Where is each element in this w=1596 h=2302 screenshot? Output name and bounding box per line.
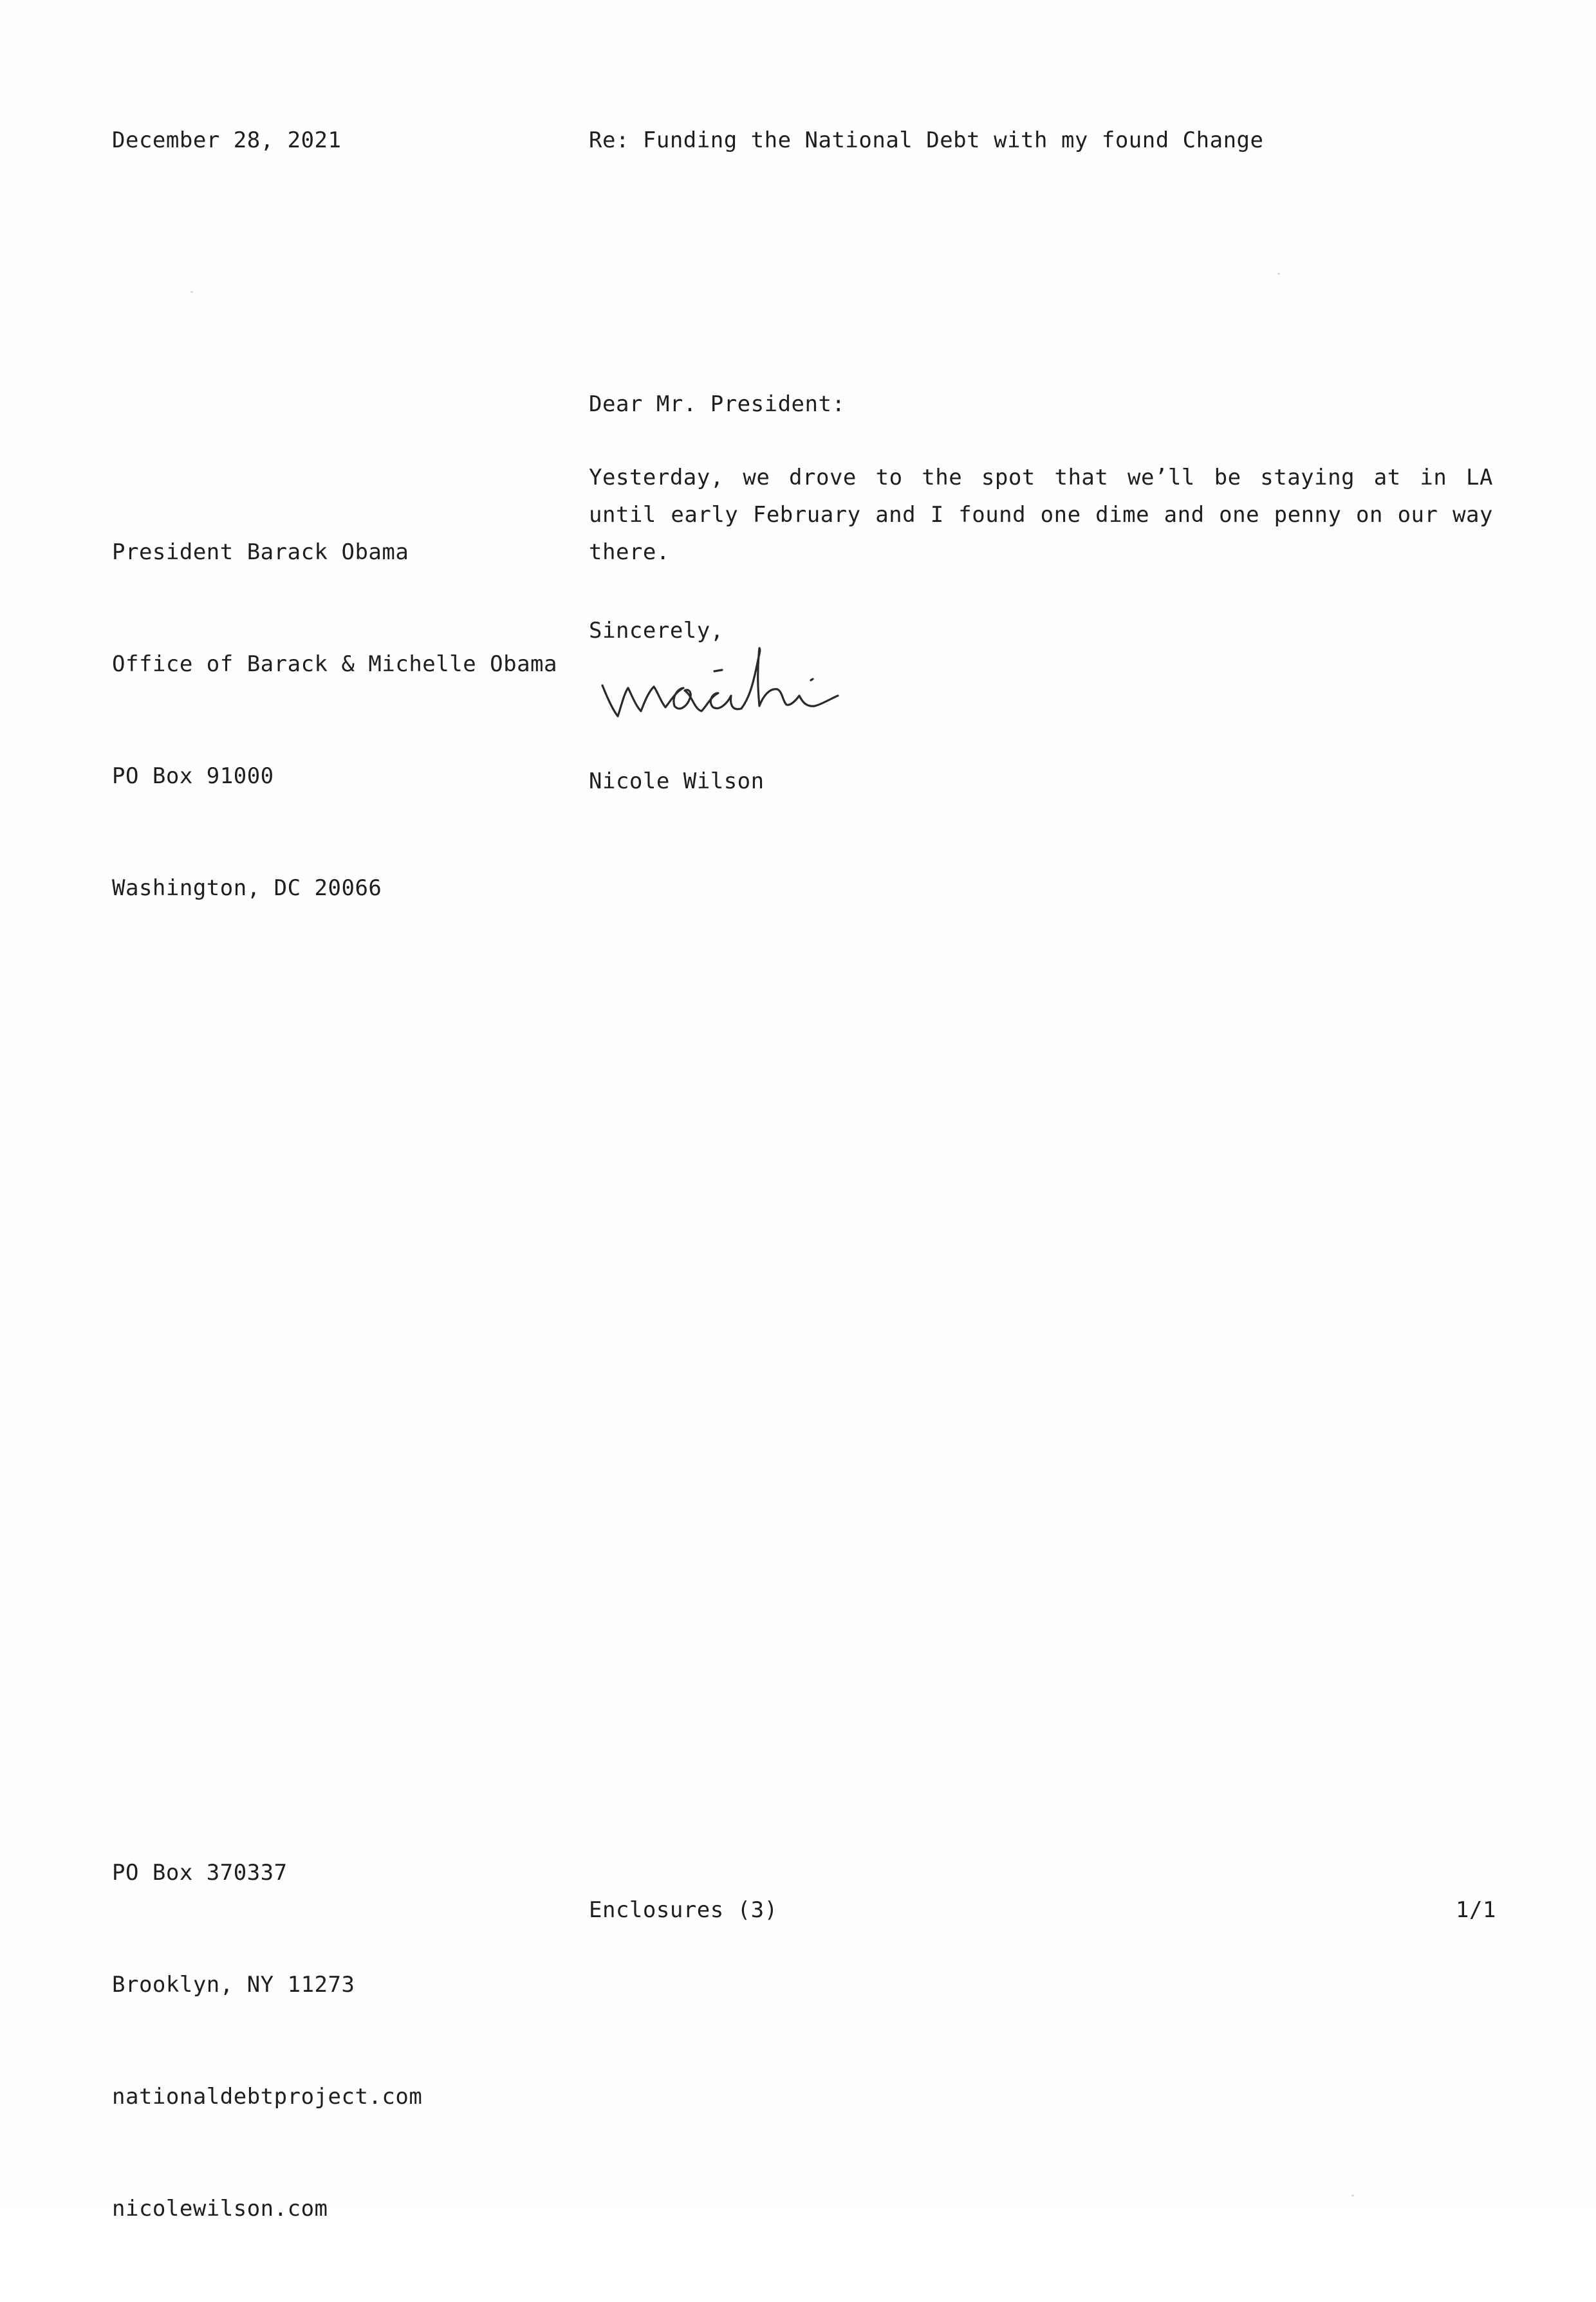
sender-footer-address [112, 1779, 422, 2302]
footer-line: nationaldebtproject.com [112, 2084, 423, 2110]
recipient-line: Office of Barack & Michelle Obama [112, 651, 558, 677]
scan-speck [190, 291, 193, 293]
recipient-line: President Barack Obama [112, 539, 409, 565]
enclosures-note: Enclosures (3) [589, 1897, 778, 1923]
footer-line: PO Box 370337 [112, 1860, 288, 1886]
recipient-line: PO Box 91000 [112, 763, 274, 789]
footer-line: nicolewilson.com [112, 2196, 328, 2222]
footer-line: Brooklyn, NY 11273 [112, 1972, 355, 1998]
recipient-line: Washington, DC 20066 [112, 875, 382, 901]
scan-speck [1277, 273, 1280, 275]
closing: Sincerely, [589, 618, 724, 644]
letter-body: Yesterday, we drove to the spot that we’ll be staying at in LA until early February and I found one dime and one penny on our way there. [589, 465, 1493, 565]
letter-date: December 28, 2021 [112, 127, 342, 153]
recipient-address [112, 459, 557, 981]
sender-name: Nicole Wilson [589, 768, 765, 794]
salutation: Dear Mr. President: [589, 391, 846, 417]
handwritten-signature [598, 634, 920, 730]
scan-speck [1351, 2195, 1354, 2196]
letter-subject: Re: Funding the National Debt with my found Change [589, 127, 1264, 153]
page-number: 1/1 [1456, 1897, 1496, 1923]
